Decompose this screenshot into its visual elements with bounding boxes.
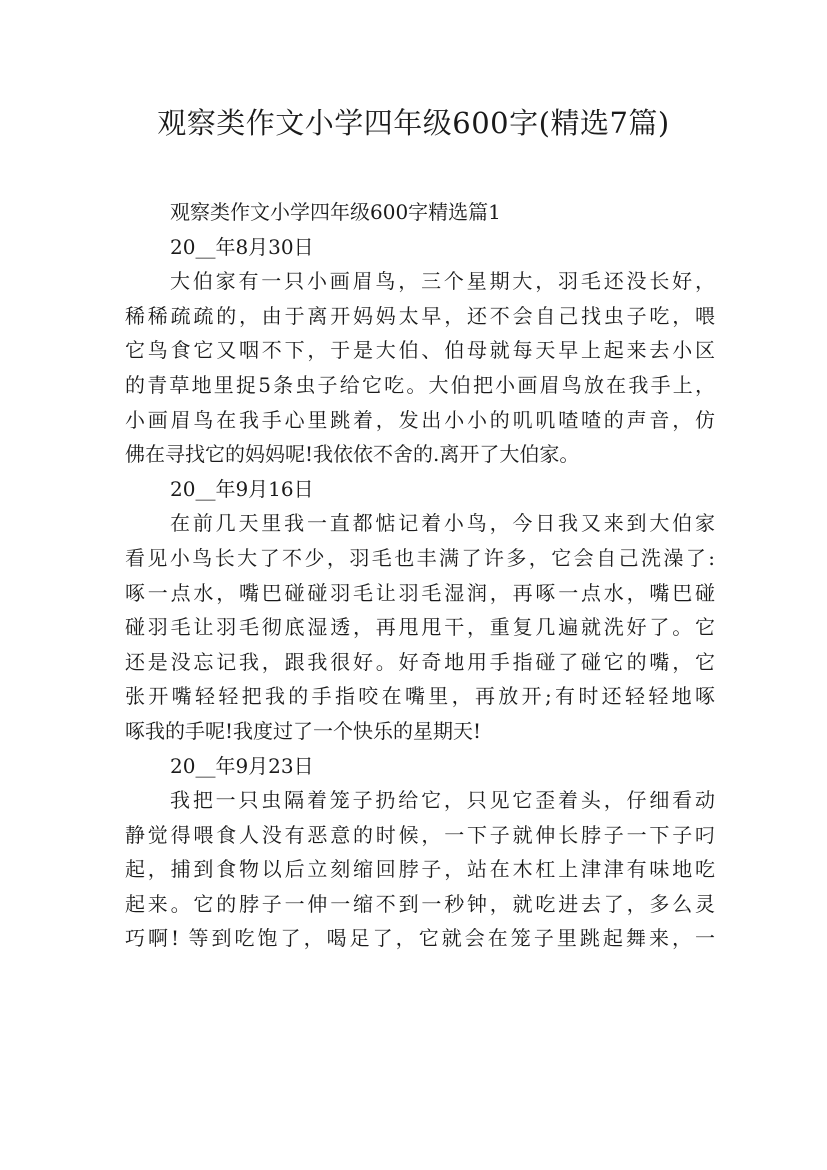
paragraph-line: 还是没忘记我，跟我很好。好奇地用手指碰了碰它的嘴，它: [125, 649, 715, 674]
entry-date: 20__年9月16日: [170, 476, 314, 501]
entry-date: 20__年9月23日: [170, 753, 314, 778]
entry-date: 20__年8月30日: [170, 234, 314, 259]
paragraph-line: 小画眉鸟在我手心里跳着，发出小小的叽叽喳喳的声音，仿: [125, 407, 715, 432]
paragraph-line: 碰羽毛让羽毛彻底湿透，再甩甩干，重复几遍就洗好了。它: [125, 615, 715, 640]
paragraph-line: 稀稀疏疏的，由于离开妈妈太早，还不会自己找虫子吃，喂: [125, 303, 715, 328]
paragraph-line: 的青草地里捉5条虫子给它吃。大伯把小画眉鸟放在我手上，: [125, 372, 715, 397]
paragraph-line: 我把一只虫隔着笼子扔给它，只见它歪着头，仔细看动: [170, 788, 715, 813]
section-heading: 观察类作文小学四年级600字精选篇1: [170, 200, 501, 224]
paragraph-line: 张开嘴轻轻把我的手指咬在嘴里，再放开;有时还轻轻地啄: [125, 684, 715, 709]
paragraph-line: 静觉得喂食人没有恶意的时候，一下子就伸长脖子一下子叼: [125, 822, 715, 847]
paragraph-line: 啄我的手呢!我度过了一个快乐的星期天!: [125, 718, 482, 743]
paragraph-line: 起来。它的脖子一伸一缩不到一秒钟，就吃进去了，多么灵: [125, 891, 715, 916]
paragraph-line: 在前几天里我一直都惦记着小鸟，今日我又来到大伯家: [170, 511, 715, 536]
paragraph-line: 巧啊! 等到吃饱了，喝足了，它就会在笼子里跳起舞来，一: [125, 926, 715, 951]
paragraph-line: 啄一点水，嘴巴碰碰羽毛让羽毛湿润，再啄一点水，嘴巴碰: [125, 580, 715, 605]
paragraph-line: 佛在寻找它的妈妈呢!我依依不舍的.离开了大伯家。: [125, 442, 580, 467]
paragraph-line: 大伯家有一只小画眉鸟，三个星期大，羽毛还没长好，: [170, 269, 715, 294]
paragraph-line: 看见小鸟长大了不少，羽毛也丰满了许多，它会自己洗澡了:: [125, 545, 715, 570]
document-title: 观察类作文小学四年级600字(精选7篇): [157, 106, 670, 140]
paragraph-line: 起，捕到食物以后立刻缩回脖子，站在木杠上津津有味地吃: [125, 857, 715, 882]
paragraph-line: 它鸟食它又咽不下，于是大伯、伯母就每天早上起来去小区: [125, 338, 715, 363]
document-body: [125, 195, 715, 956]
